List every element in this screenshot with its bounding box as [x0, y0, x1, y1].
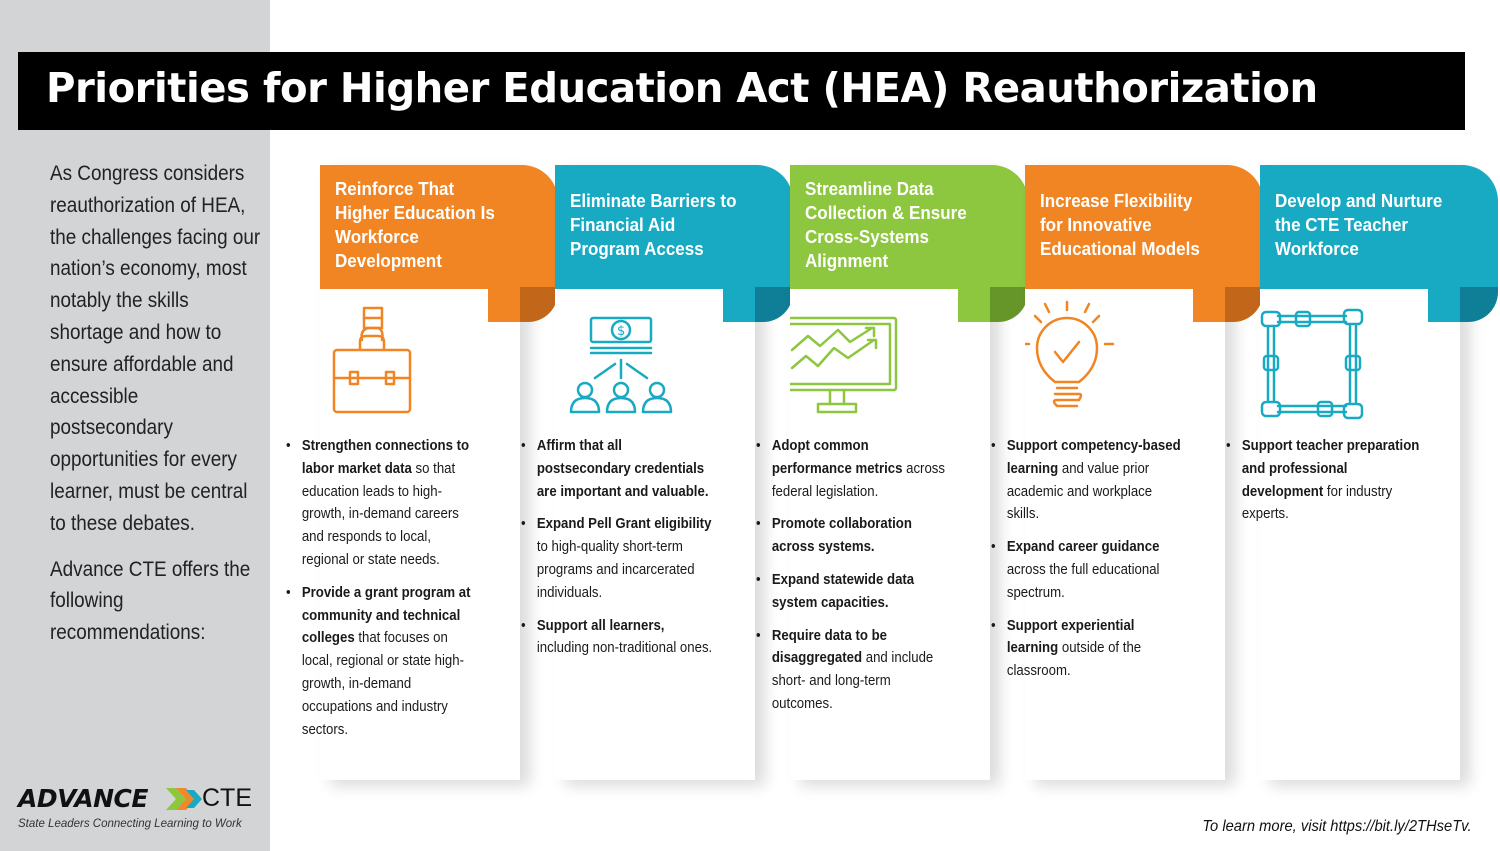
- priority-heading: Develop and Nurture the CTE Teacher Workforce: [1275, 190, 1443, 259]
- list-item: • Support all learners, including non-traditional ones.: [521, 615, 715, 661]
- priority-column-4: [1006, 165, 1225, 780]
- briefcase-hand-icon: [320, 300, 520, 425]
- intro-paragraph-2: Advance CTE offers the following recommendations:: [50, 557, 251, 645]
- list-item: • Support competency-based learning and value prior academic and workplace skills.: [991, 435, 1185, 526]
- logo-arrows-icon: [164, 786, 204, 812]
- priority-column-2: [536, 165, 755, 780]
- logo-word: ADVANCE: [18, 784, 148, 813]
- svg-text:$: $: [617, 324, 626, 339]
- intro-paragraph-1: As Congress considers reauthorization of HEA, the challenges facing our nation’s economy, most notably the skills shortage and how to ensure affordable and accessible postsecondary opportunities for every learner, must be central to these debates.: [50, 162, 261, 535]
- priority-banner: [1025, 165, 1225, 289]
- list-item: • Expand Pell Grant eligibility to high-quality short-term programs and incarcerated individuals.: [521, 513, 715, 604]
- intro-text: [50, 158, 260, 663]
- learn-more-link[interactable]: To learn more, visit https://bit.ly/2THseTv.: [1202, 818, 1472, 835]
- list-item: • Strengthen connections to labor market data so that education leads to high-growth, in-demand careers and responds to local, regional or state needs.: [286, 435, 480, 572]
- list-item: • Expand statewide data system capacities.: [756, 569, 950, 615]
- priority-heading: Reinforce That Higher Education Is Workforce Development: [335, 178, 495, 271]
- priority-column-1: [301, 165, 520, 780]
- monitor-chart-icon: [790, 300, 990, 425]
- list-item: • Provide a grant program at community and technical colleges that focuses on local, regional or state high-growth, in-demand occupations and industry sectors.: [286, 582, 480, 742]
- priority-bullets: [991, 435, 1211, 693]
- list-item: • Require data to be disaggregated and include short- and long-term outcomes.: [756, 625, 950, 716]
- priority-bullets: [1226, 435, 1446, 536]
- priority-bullets: [521, 435, 741, 670]
- priority-column-3: [771, 165, 990, 780]
- list-item: • Adopt common performance metrics across federal legislation.: [756, 435, 950, 503]
- priority-heading: Streamline Data Collection & Ensure Cross-Systems Alignment: [805, 178, 967, 271]
- priority-banner: [790, 165, 990, 289]
- advance-cte-logo: [18, 784, 268, 834]
- money-people-icon: [555, 300, 755, 425]
- logo-cte: CTE: [202, 784, 252, 812]
- list-item: • Expand career guidance across the full educational spectrum.: [991, 536, 1185, 604]
- priority-banner: [1260, 165, 1460, 289]
- logo-tagline: State Leaders Connecting Learning to Work: [18, 818, 242, 830]
- priority-heading: Eliminate Barriers to Financial Aid Program Access: [570, 190, 737, 259]
- priority-banner: [320, 165, 520, 289]
- lightbulb-check-icon: [1025, 300, 1225, 425]
- priority-bullets: [756, 435, 976, 726]
- hands-square-icon: [1260, 300, 1460, 425]
- list-item: • Support teacher preparation and professional development for industry experts.: [1226, 435, 1420, 526]
- priority-banner: [555, 165, 755, 289]
- page-title: Priorities for Higher Education Act (HEA) Reauthorization: [46, 64, 1318, 112]
- list-item: • Support experiential learning outside of the classroom.: [991, 615, 1185, 683]
- priority-bullets: [286, 435, 506, 751]
- priority-column-5: [1241, 165, 1460, 780]
- list-item: • Affirm that all postsecondary credentials are important and valuable.: [521, 435, 715, 503]
- list-item: • Promote collaboration across systems.: [756, 513, 950, 559]
- title-bar: [18, 52, 1465, 130]
- priority-heading: Increase Flexibility for Innovative Educational Models: [1040, 190, 1200, 259]
